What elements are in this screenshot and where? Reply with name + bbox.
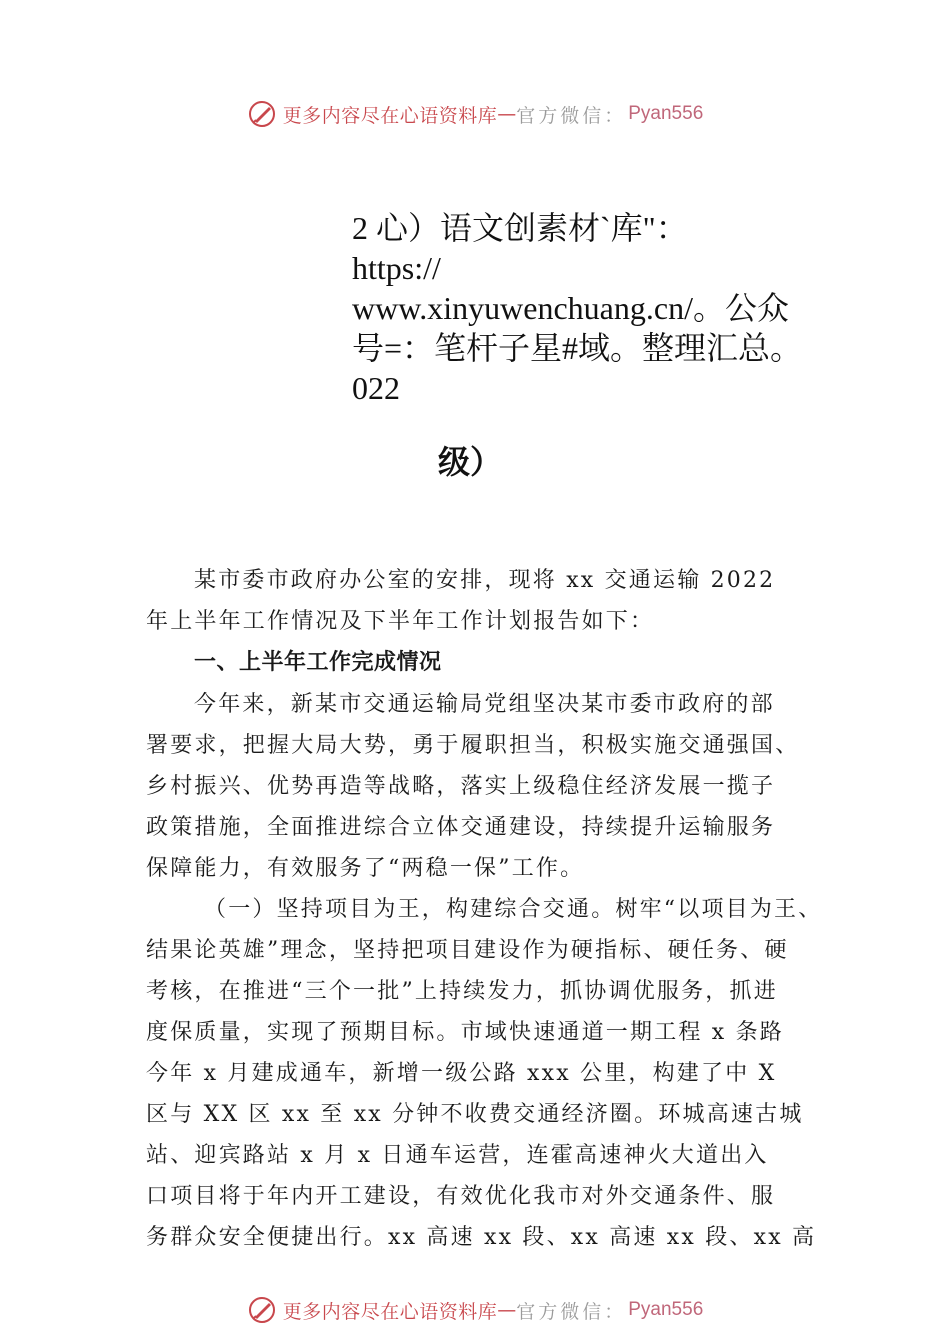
document-subheading: 级）: [438, 443, 503, 481]
watermark-red-text: 更多内容尽在心语资料库: [282, 1300, 498, 1323]
watermark-banner-bottom: [0, 1290, 950, 1330]
paragraph-line: 政策措施，全面推进综合立体交通建设，持续提升运输服务: [146, 815, 776, 840]
paragraph-line: 考核，在推进“三个一批”上持续发力，抓协调优服务，抓进: [146, 979, 778, 1004]
paragraph-line: 保障能力，有效服务了“两稳一保”工作。: [146, 856, 585, 881]
intro-line: 某市委市政府办公室的安排，现将 xx 交通运输 2022: [194, 568, 776, 593]
paragraph-line: 乡村振兴、优势再造等战略，落实上级稳住经济发展一揽子: [146, 774, 776, 799]
watermark-gray-text: 官方微信：: [516, 104, 627, 127]
heading-line: 022: [352, 370, 400, 406]
paragraph-line: 务群众安全便捷出行。xx 高速 xx 段、xx 高速 xx 段、xx 高: [146, 1225, 817, 1250]
paragraph-line: 今年来，新某市交通运输局党组坚决某市委市政府的部: [194, 692, 775, 717]
quill-pen-logo-icon: [247, 1295, 277, 1325]
document-heading: [352, 208, 852, 408]
paragraph-line: 口项目将于年内开工建设，有效优化我市对外交通条件、服: [146, 1184, 776, 1209]
watermark-gray-text: 官方微信：: [516, 1300, 627, 1323]
quill-pen-logo-icon: [247, 99, 277, 129]
paragraph-line: 署要求，把握大局大势，勇于履职担当，积极实施交通强国、: [146, 733, 800, 758]
intro-line: 年上半年工作情况及下半年工作计划报告如下：: [146, 609, 655, 634]
heading-line: www.xinyuwenchuang.cn/。公众: [352, 290, 789, 326]
heading-line: https://: [352, 250, 441, 286]
paragraph-line: 度保质量，实现了预期目标。市域快速通道一期工程 x 条路: [146, 1020, 784, 1045]
paragraph-line: 区与 XX 区 xx 至 xx 分钟不收费交通经济圈。环城高速古城: [146, 1102, 804, 1127]
watermark-wechat-id: Pyan556: [628, 103, 704, 124]
watermark-wechat-id: Pyan556: [628, 1299, 704, 1320]
watermark-dash: —: [497, 103, 517, 125]
paragraph-line: 结果论英雄”理念，坚持把项目建设作为硬指标、硬任务、硬: [146, 938, 789, 963]
paragraph-line: 站、迎宾路站 x 月 x 日通车运营，连霍高速神火大道出入: [146, 1143, 769, 1168]
watermark-banner-top: [0, 94, 950, 134]
watermark-red-text: 更多内容尽在心语资料库: [282, 104, 498, 127]
paragraph-line: 今年 x 月建成通车，新增一级公路 xxx 公里，构建了中 X: [146, 1061, 777, 1086]
document-body: [146, 560, 823, 1258]
heading-line: 号=：笔杆子星#域。整理汇总。: [352, 330, 803, 366]
section-title: 一、上半年工作完成情况: [194, 650, 442, 675]
heading-line: 2 心）语文创素材`库"：: [352, 210, 688, 246]
watermark-dash: —: [497, 1299, 517, 1321]
paragraph-line: （一）坚持项目为王，构建综合交通。树牢“以项目为王、: [204, 897, 823, 922]
